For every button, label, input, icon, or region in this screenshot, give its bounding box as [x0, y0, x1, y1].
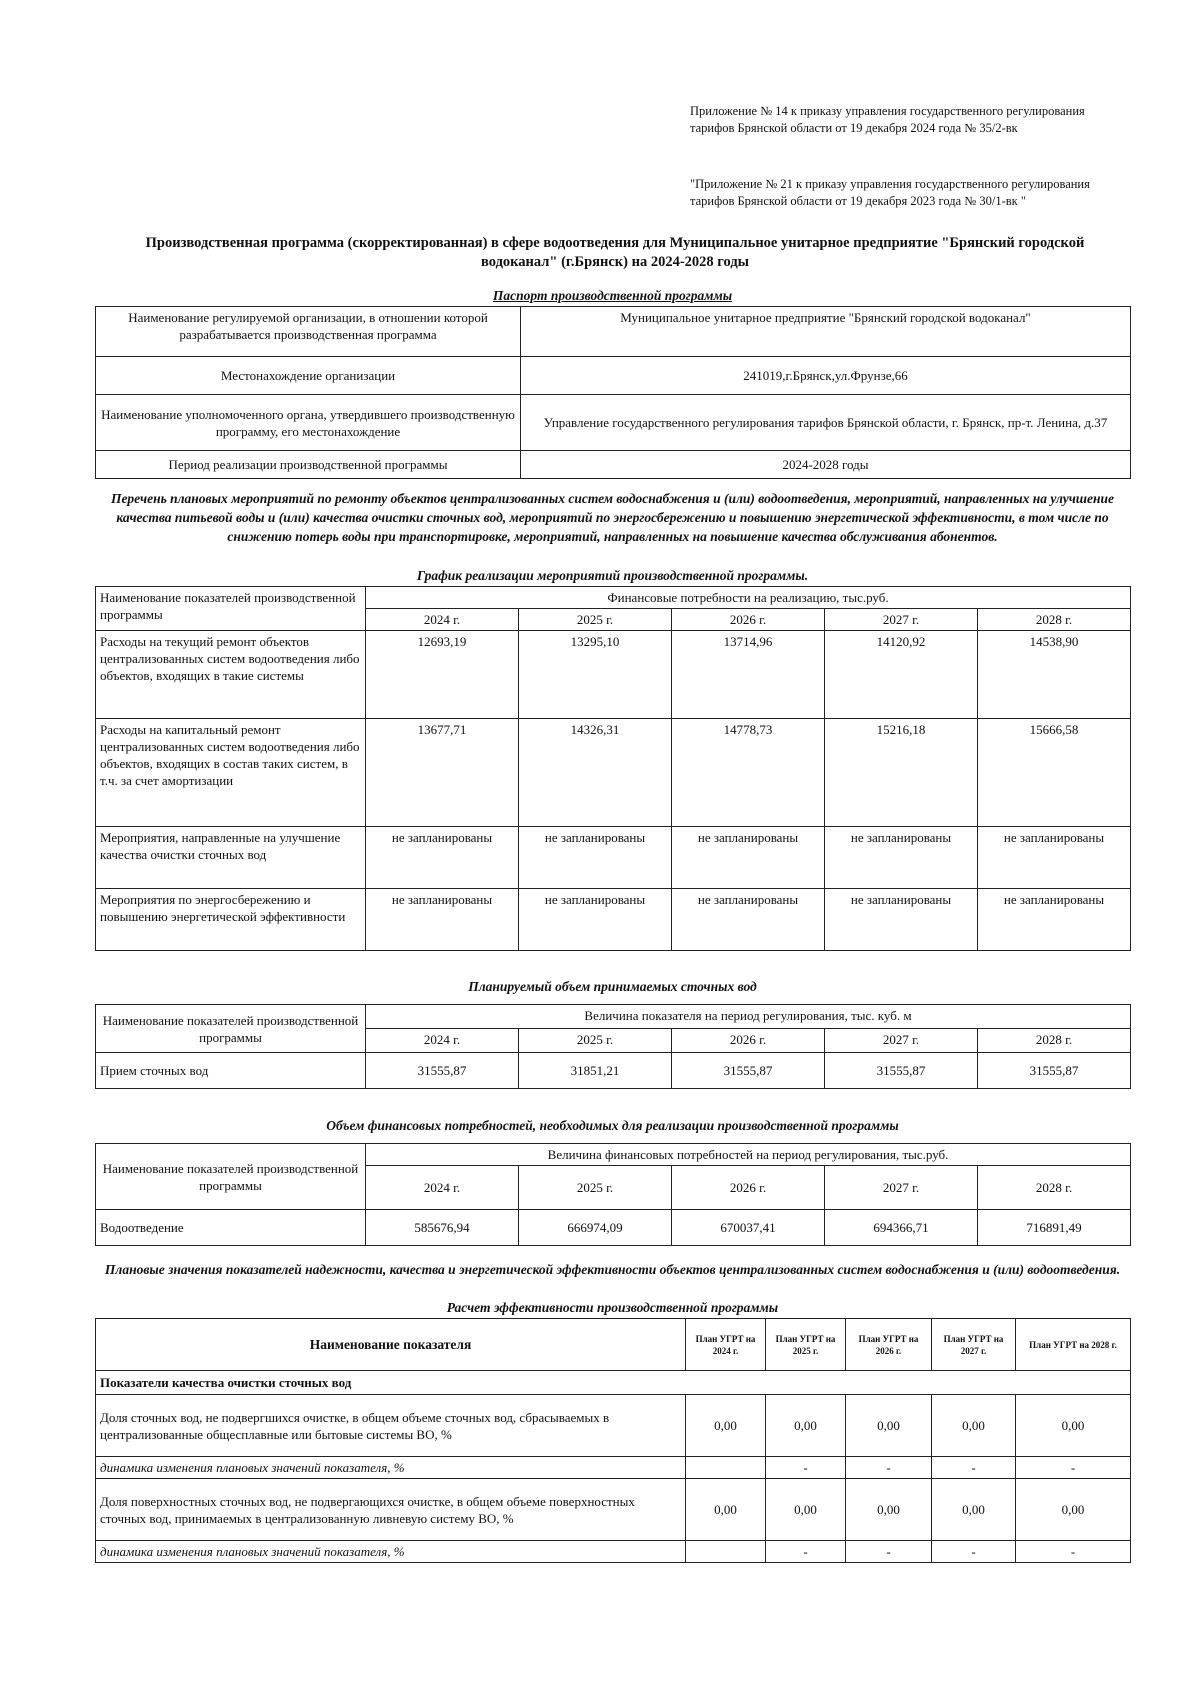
measures-col-name: Наименование показателей производственной программы: [96, 587, 366, 631]
appendix-note-2024: Приложение № 14 к приказу управления государственного регулирования тарифов Брянской области от 19 декабря 2024 года № 35/2-вк: [690, 104, 1085, 135]
table-row: [96, 1210, 1131, 1246]
passport-row: [96, 307, 1131, 357]
measures-year: 2027 г.: [825, 609, 978, 631]
indicators-section-header: Показатели качества очистки сточных вод: [96, 1371, 1131, 1395]
indicator-value: -: [766, 1457, 846, 1479]
table-row: [96, 631, 1131, 719]
measure-value: 14326,31: [519, 719, 672, 827]
indicator-value: 0,00: [932, 1479, 1016, 1541]
indicators-subcaption: Расчет эффективности производственной программы: [446, 1300, 779, 1315]
indicators-col-plan: План УГРТ на 2028 г.: [1016, 1319, 1131, 1371]
volume-caption: Планируемый объем принимаемых сточных вод: [468, 979, 757, 994]
measure-name: Мероприятия, направленные на улучшение качества очистки сточных вод: [96, 827, 366, 889]
indicator-value: 0,00: [766, 1479, 846, 1541]
measure-value: 13714,96: [672, 631, 825, 719]
finance-value: 666974,09: [519, 1210, 672, 1246]
finance-year: 2024 г.: [366, 1166, 519, 1210]
finance-row-name: Водоотведение: [96, 1210, 366, 1246]
finance-year: 2027 г.: [825, 1166, 978, 1210]
indicator-dynamics: динамика изменения плановых значений показателя, %: [96, 1541, 686, 1563]
table-row: [96, 889, 1131, 951]
indicators-col-plan: План УГРТ на 2026 г.: [846, 1319, 932, 1371]
measure-value: не запланированы: [978, 827, 1131, 889]
indicator-value: -: [932, 1457, 1016, 1479]
indicators-col-plan: План УГРТ на 2027 г.: [932, 1319, 1016, 1371]
indicator-name: Доля сточных вод, не подвергшихся очистке, в общем объеме сточных вод, сбрасываемых в централизованные общесплавные или бытовые системы ВО, %: [96, 1395, 686, 1457]
table-row: [96, 719, 1131, 827]
indicators-caption: Плановые значения показателей надежности, качества и энергетической эффективности объектов централизованных систем водоснабжения и (или) водоотведения.: [104, 1262, 1121, 1277]
table-row: [96, 1541, 1131, 1563]
indicator-value: [686, 1541, 766, 1563]
finance-value: 694366,71: [825, 1210, 978, 1246]
measures-caption: Перечень плановых мероприятий по ремонту объектов централизованных систем водоснабжения и (или) водоотведения, мероприятий, направленных на улучшение качества питьевой воды и (или) качества очистки сточных вод, мероприятий по энергосбережению и повышению энергетической эффективности, в том числе по снижению потерь воды при транспортировке, мероприятий, направленных на повышение качества обслуживания абонентов.: [110, 491, 1115, 544]
measure-value: 12693,19: [366, 631, 519, 719]
measure-value: не запланированы: [366, 889, 519, 951]
table-row: [96, 1053, 1131, 1089]
passport-value: 241019,г.Брянск,ул.Фрунзе,66: [521, 357, 1131, 395]
volume-value: 31851,21: [519, 1053, 672, 1089]
indicator-value: 0,00: [932, 1395, 1016, 1457]
volume-value: 31555,87: [825, 1053, 978, 1089]
volume-value: 31555,87: [366, 1053, 519, 1089]
measure-value: не запланированы: [672, 889, 825, 951]
measure-value: не запланированы: [978, 889, 1131, 951]
indicators-col-plan: План УГРТ на 2025 г.: [766, 1319, 846, 1371]
indicator-value: -: [1016, 1457, 1131, 1479]
indicator-value: 0,00: [686, 1479, 766, 1541]
volume-value: 31555,87: [978, 1053, 1131, 1089]
indicator-value: 0,00: [846, 1395, 932, 1457]
finance-value: 716891,49: [978, 1210, 1131, 1246]
finance-group-header: Величина финансовых потребностей на период регулирования, тыс.руб.: [366, 1144, 1131, 1166]
measure-value: 15666,58: [978, 719, 1131, 827]
indicator-value: -: [766, 1541, 846, 1563]
indicator-value: 0,00: [1016, 1479, 1131, 1541]
measure-name: Мероприятия по энергосбережению и повышению энергетической эффективности: [96, 889, 366, 951]
indicator-value: -: [846, 1541, 932, 1563]
volume-value: 31555,87: [672, 1053, 825, 1089]
table-row: [96, 1457, 1131, 1479]
measure-value: 15216,18: [825, 719, 978, 827]
measures-year: 2026 г.: [672, 609, 825, 631]
finance-caption: Объем финансовых потребностей, необходимых для реализации производственной программы: [326, 1118, 899, 1133]
measure-value: не запланированы: [825, 889, 978, 951]
measure-value: не запланированы: [366, 827, 519, 889]
volume-year: 2024 г.: [366, 1029, 519, 1053]
volume-col-name: Наименование показателей производственной программы: [96, 1005, 366, 1053]
indicators-col-name: Наименование показателя: [96, 1319, 686, 1371]
finance-year: 2028 г.: [978, 1166, 1131, 1210]
indicators-table: [95, 1318, 1131, 1563]
table-row: [96, 827, 1131, 889]
volume-year: 2026 г.: [672, 1029, 825, 1053]
indicator-dynamics: динамика изменения плановых значений показателя, %: [96, 1457, 686, 1479]
passport-label: Наименование уполномоченного органа, утвердившего производственную программу, его местонахождение: [96, 395, 521, 451]
finance-year: 2026 г.: [672, 1166, 825, 1210]
passport-row: [96, 451, 1131, 479]
indicator-value: -: [846, 1457, 932, 1479]
passport-value: Управление государственного регулирования тарифов Брянской области, г. Брянск, пр-т. Ленина, д.37: [521, 395, 1131, 451]
passport-row: [96, 395, 1131, 451]
passport-table: [95, 306, 1131, 479]
appendix-note-2023: "Приложение № 21 к приказу управления государственного регулирования тарифов Брянской области от 19 декабря 2023 года № 30/1-вк ": [690, 177, 1090, 208]
measures-year: 2024 г.: [366, 609, 519, 631]
indicator-value: 0,00: [686, 1395, 766, 1457]
document-title: Производственная программа (скорректированная) в сфере водоотведения для Муниципальное унитарное предприятие "Брянский городской водоканал" (г.Брянск) на 2024-2028 годы: [145, 235, 1085, 270]
passport-row: [96, 357, 1131, 395]
finance-value: 670037,41: [672, 1210, 825, 1246]
volume-year: 2025 г.: [519, 1029, 672, 1053]
indicator-value: [686, 1457, 766, 1479]
measure-value: 14778,73: [672, 719, 825, 827]
volume-table: [95, 1004, 1131, 1089]
measure-value: 13677,71: [366, 719, 519, 827]
measure-name: Расходы на капитальный ремонт централизованных систем водоотведения либо объектов, входящих в состав таких систем, в т.ч. за счет амортизации: [96, 719, 366, 827]
passport-value: 2024-2028 годы: [521, 451, 1131, 479]
measures-group-header: Финансовые потребности на реализацию, тыс.руб.: [366, 587, 1131, 609]
indicators-col-plan: План УГРТ на 2024 г.: [686, 1319, 766, 1371]
passport-caption: Паспорт производственной программы: [492, 288, 733, 303]
indicator-value: 0,00: [766, 1395, 846, 1457]
table-row: [96, 1479, 1131, 1541]
measure-value: не запланированы: [519, 827, 672, 889]
finance-value: 585676,94: [366, 1210, 519, 1246]
finance-col-name: Наименование показателей производственной программы: [96, 1144, 366, 1210]
measure-value: не запланированы: [672, 827, 825, 889]
volume-row-name: Прием сточных вод: [96, 1053, 366, 1089]
volume-year: 2028 г.: [978, 1029, 1131, 1053]
passport-label: Наименование регулируемой организации, в отношении которой разрабатывается производственная программа: [96, 307, 521, 357]
measure-name: Расходы на текущий ремонт объектов централизованных систем водоотведения либо объектов, входящих в такие системы: [96, 631, 366, 719]
passport-value: Муниципальное унитарное предприятие "Брянский городской водоканал": [521, 307, 1131, 357]
measures-subcaption: График реализации мероприятий производственной программы.: [416, 568, 809, 583]
measure-value: не запланированы: [519, 889, 672, 951]
indicator-value: -: [1016, 1541, 1131, 1563]
finance-year: 2025 г.: [519, 1166, 672, 1210]
measures-year: 2028 г.: [978, 609, 1131, 631]
indicator-value: -: [932, 1541, 1016, 1563]
measure-value: 14538,90: [978, 631, 1131, 719]
passport-label: Период реализации производственной программы: [96, 451, 521, 479]
finance-table: [95, 1143, 1131, 1246]
indicator-value: 0,00: [846, 1479, 932, 1541]
passport-label: Местонахождение организации: [96, 357, 521, 395]
table-row: [96, 1395, 1131, 1457]
measure-value: не запланированы: [825, 827, 978, 889]
measures-table: [95, 586, 1131, 951]
volume-group-header: Величина показателя на период регулирования, тыс. куб. м: [366, 1005, 1131, 1029]
measure-value: 13295,10: [519, 631, 672, 719]
indicator-value: 0,00: [1016, 1395, 1131, 1457]
volume-year: 2027 г.: [825, 1029, 978, 1053]
indicator-name: Доля поверхностных сточных вод, не подвергающихся очистке, в общем объеме поверхностных сточных вод, принимаемых в централизованную ливневую систему ВО, %: [96, 1479, 686, 1541]
measures-year: 2025 г.: [519, 609, 672, 631]
measure-value: 14120,92: [825, 631, 978, 719]
